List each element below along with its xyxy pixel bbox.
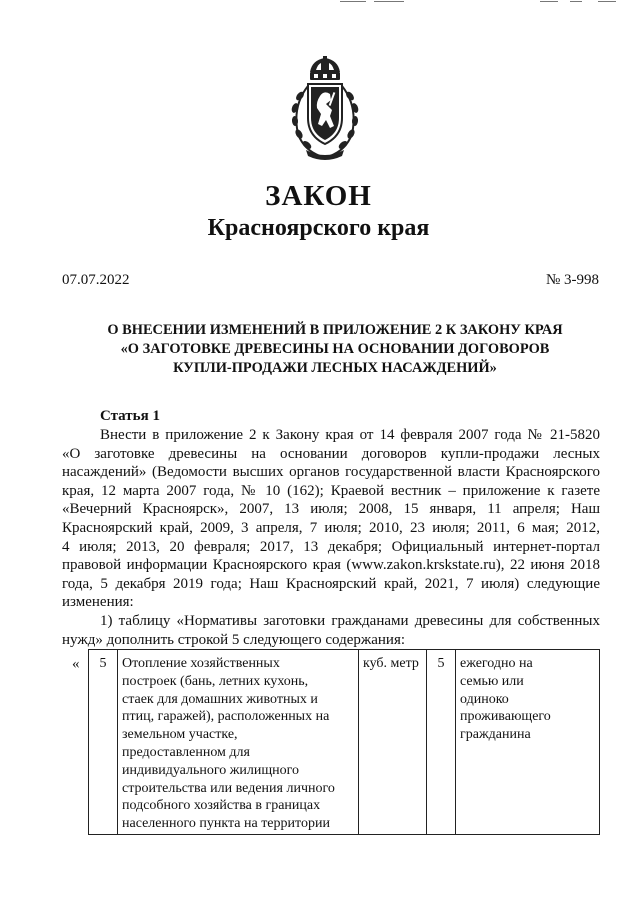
body-line: изменения: [62,594,134,611]
purpose-cell [118,650,359,835]
heading-line: «О ЗАГОТОВКЕ ДРЕВЕСИНЫ НА ОСНОВАНИИ ДОГОВОРОВ [120,341,550,357]
body-line: Красноярский край, 2009, 3 апреля, 7 июля; 2010, 23 июля; 2011, 6 мая; 2012, [62,519,600,536]
heading-line: О ВНЕСЕНИИ ИЗМЕНЕНИЙ В ПРИЛОЖЕНИЕ 2 К ЗАКОНУ КРАЯ [107,322,563,338]
frequency-cell [456,650,600,835]
body-line: 1) таблицу «Нормативы заготовки гражданами древесины для собственных [100,612,600,629]
unit-cell: куб. метр [359,650,427,835]
cell-line: индивидуального жилищного [122,762,300,778]
cell-line: земельном участке, [122,727,238,743]
law-subtitle: Красноярского края [207,215,430,241]
cell-line: населенного пункта на территории [122,816,330,832]
cell-line: ежегодно на [460,656,533,671]
table-row [89,650,600,835]
row-number: 5 [89,650,118,835]
body-line: «О заготовке древесины на основании договоров купли-продажи лесных [62,445,600,462]
body-line: края, 12 марта 2007 года, № 10 (162); Краевой вестник – приложение к газете [62,482,600,499]
cell-line: подсобного хозяйства в границах [122,798,321,814]
cell-line: стаек для домашних животных и [122,691,318,707]
cell-line: гражданина [460,727,531,743]
scan-marks [340,1,627,5]
cell-line: проживающего [460,709,551,725]
cell-line: Отопление хозяйственных [122,656,280,671]
law-title: ЗАКОН [265,180,372,212]
cell-line: предоставленном для [122,744,250,760]
body-line: правовой информации Красноярского края (www.zakon.krskstate.ru), 22 июня 2018 [62,557,600,574]
cell-line: строительства или ведения личного [122,780,335,796]
body-line: насаждений» (Ведомости высших органов государственной власти Красноярского [62,464,600,481]
document-date: 07.07.2022 [62,272,130,288]
opening-quote-mark: « [72,656,80,672]
cell-line: семью или [460,673,524,689]
body-line: нужд» дополнить строкой 5 следующего содержания: [62,631,406,648]
cell-line: одиноко [460,691,509,707]
body-line: «Вечерний Красноярск», 2007, 13 июля; 2008, 15 января, 11 апреля; Наш [62,501,600,518]
body-line: 4 июля; 2013, 20 февраля; 2017, 13 декабря; Официальный интернет-портал [62,538,600,555]
law-heading [70,321,600,378]
body-line: года, 5 декабря 2019 года; Наш Красноярский край, 2021, 7 июля) следующие [62,575,600,592]
heading-line: КУПЛИ-ПРОДАЖИ ЛЕСНЫХ НАСАЖДЕНИЙ» [173,360,497,376]
cell-line: птиц, гаражей), расположенных на [122,709,330,725]
article-title: Статья 1 [100,408,160,424]
cell-line: построек (бань, летних кухонь, [122,673,309,689]
body-line: Внести в приложение 2 к Закону края от 14 февраля 2007 года № 21-5820 [100,427,600,443]
norms-table [88,649,600,835]
quantity-cell: 5 [427,650,456,835]
article-body [62,426,600,649]
document-number: № 3-998 [545,272,599,288]
coat-of-arms-emblem [286,56,364,162]
